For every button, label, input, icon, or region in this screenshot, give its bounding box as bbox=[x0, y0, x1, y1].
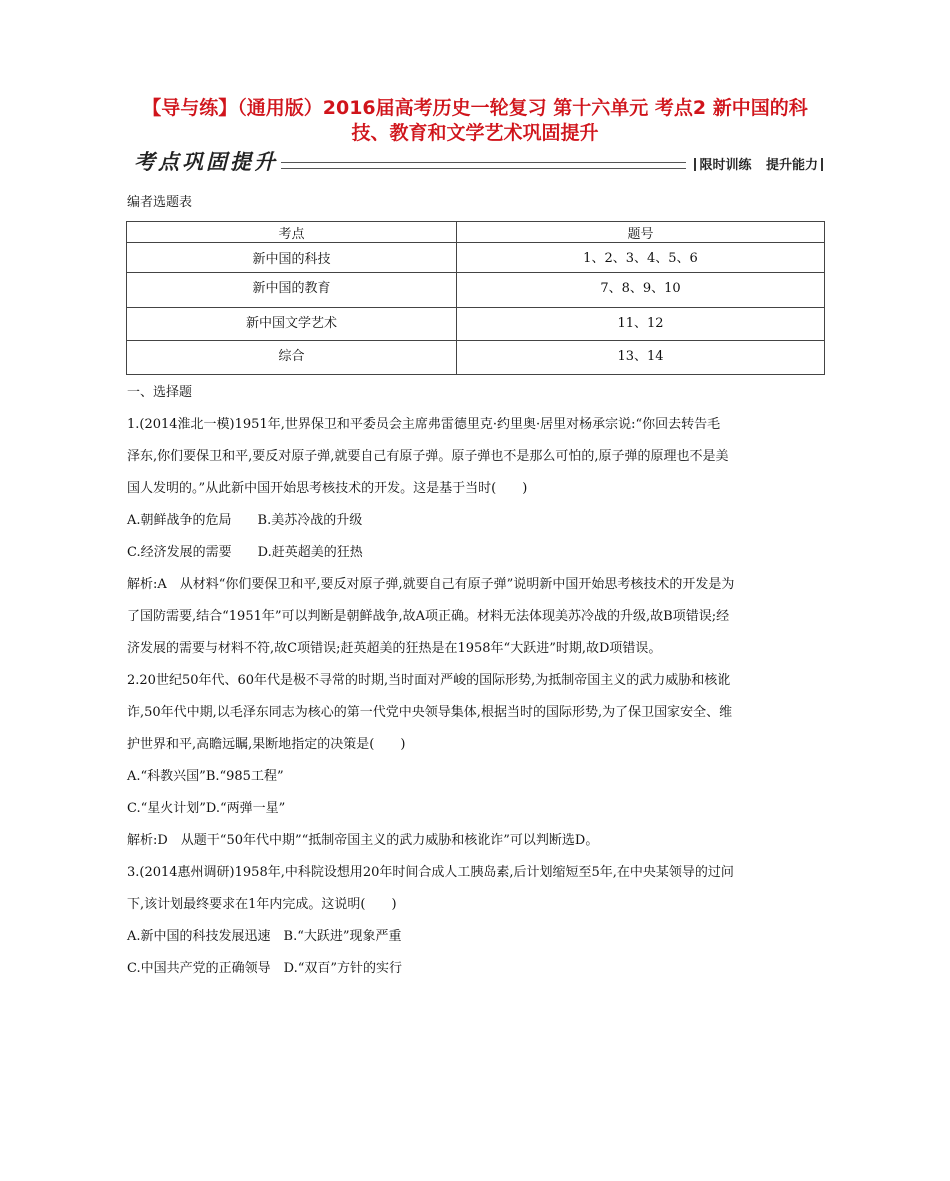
question-selection-table bbox=[126, 221, 825, 375]
table-cell-topic: 新中国的科技 bbox=[127, 243, 457, 273]
section-banner bbox=[126, 146, 826, 176]
analysis-line: 济发展的需要与材料不符,故C项错误;赶英超美的狂热是在1958年“大跃进”时期,故D项错误。 bbox=[127, 641, 662, 656]
text-line: 下,该计划最终要求在1年内完成。这说明( ) bbox=[127, 897, 397, 912]
option-line: A.朝鲜战争的危局 B.美苏冷战的升级 bbox=[127, 513, 363, 528]
text-line: 泽东,你们要保卫和平,要反对原子弹,就要自己有原子弹。原子弹也不是那么可怕的,原子弹的原理也不是美 bbox=[127, 449, 729, 464]
option-line: C.经济发展的需要 D.赶英超美的狂热 bbox=[127, 545, 363, 560]
table-cell-numbers: 1、2、3、4、5、6 bbox=[457, 243, 825, 273]
banner-tagline bbox=[691, 154, 826, 173]
table-header-topic: 考点 bbox=[127, 222, 457, 243]
banner-title: 考点巩固提升 bbox=[134, 150, 278, 174]
section-heading: 一、选择题 bbox=[127, 385, 193, 400]
option-line: C.“星火计划”D.“两弹一星” bbox=[127, 801, 286, 816]
analysis-line: 解析:D 从题干“50年代中期”“抵制帝国主义的武力威胁和核讹诈”可以判断选D。 bbox=[127, 833, 599, 848]
table-cell-numbers: 13、14 bbox=[457, 341, 825, 375]
text-line: 诈,50年代中期,以毛泽东同志为核心的第一代党中央领导集体,根据当时的国际形势,为了保卫国家安全、维 bbox=[127, 705, 733, 720]
analysis-line: 了国防需要,结合“1951年”可以判断是朝鲜战争,故A项正确。材料无法体现美苏冷战的升级,故B项错误;经 bbox=[127, 609, 730, 624]
text-line: 护世界和平,高瞻远瞩,果断地指定的决策是( ) bbox=[127, 737, 406, 752]
text-line: 国人发明的。”从此新中国开始思考核技术的开发。这是基于当时( ) bbox=[127, 481, 528, 496]
table-row bbox=[127, 341, 825, 375]
table-row bbox=[127, 273, 825, 308]
text-line: 1.(2014淮北一模)1951年,世界保卫和平委员会主席弗雷德里克·约里奥·居里对杨承宗说:“你回去转告毛 bbox=[127, 417, 721, 432]
banner-rule bbox=[281, 162, 686, 169]
table-cell-topic: 综合 bbox=[127, 341, 457, 375]
banner-divider bbox=[694, 158, 696, 171]
title-line-1: 【导与练】（通用版）2016届高考历史一轮复习 第十六单元 考点2 新中国的科 bbox=[142, 97, 808, 119]
table-header-number: 题号 bbox=[457, 222, 825, 243]
title-line-2: 技、教育和文学艺术巩固提升 bbox=[351, 122, 599, 144]
table-cell-topic: 新中国的教育 bbox=[127, 273, 457, 308]
table-cell-numbers: 11、12 bbox=[457, 308, 825, 341]
question-body bbox=[127, 409, 827, 985]
banner-divider bbox=[821, 158, 823, 171]
analysis-line: 解析:A 从材料“你们要保卫和平,要反对原子弹,就要自己有原子弹”说明新中国开始思考核技术的开发是为 bbox=[127, 577, 735, 592]
option-line: C.中国共产党的正确领导 D.“双百”方针的实行 bbox=[127, 961, 402, 976]
document-title bbox=[100, 96, 850, 146]
table-header-row bbox=[127, 222, 825, 243]
text-line: 2.20世纪50年代、60年代是极不寻常的时期,当时面对严峻的国际形势,为抵制帝国主义的武力威胁和核讹 bbox=[127, 673, 731, 688]
banner-tag-b: 提升能力 bbox=[765, 158, 818, 173]
banner-tag-a: 限时训练 bbox=[699, 158, 752, 173]
table-cell-numbers: 7、8、9、10 bbox=[457, 273, 825, 308]
table-caption: 编者选题表 bbox=[127, 195, 193, 210]
option-line: A.新中国的科技发展迅速 B.“大跃进”现象严重 bbox=[127, 929, 402, 944]
table-cell-topic: 新中国文学艺术 bbox=[127, 308, 457, 341]
table-row bbox=[127, 308, 825, 341]
option-line: A.“科教兴国”B.“985工程” bbox=[127, 769, 284, 784]
table-row bbox=[127, 243, 825, 273]
text-line: 3.(2014惠州调研)1958年,中科院设想用20年时间合成人工胰岛素,后计划缩短至5年,在中央某领导的过问 bbox=[127, 865, 734, 880]
